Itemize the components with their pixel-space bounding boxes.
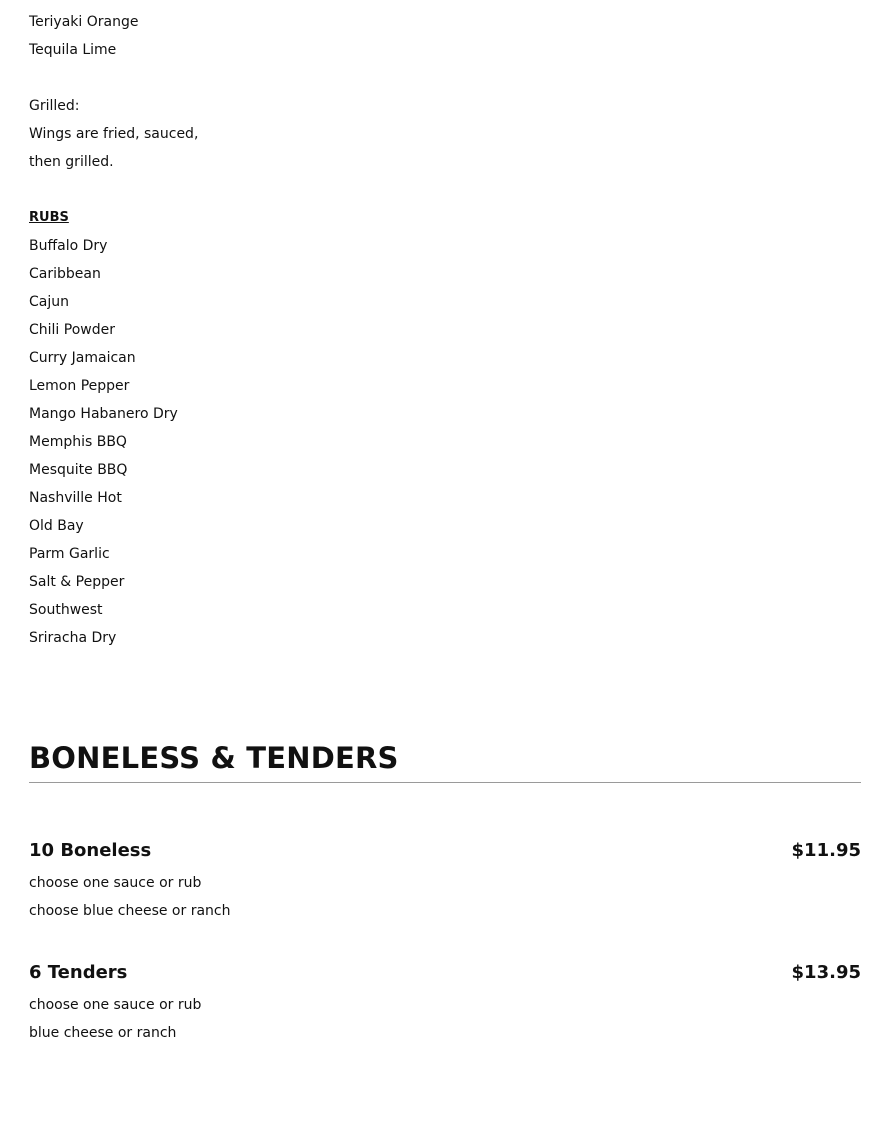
grilled-description: then grilled. <box>29 154 114 170</box>
menu-item-desc-line: choose blue cheese or ranch <box>29 903 231 919</box>
menu-item-name: 10 Boneless <box>29 840 152 861</box>
rub-item: Caribbean <box>29 266 101 282</box>
menu-item-desc-line: blue cheese or ranch <box>29 1025 177 1041</box>
menu-item-10-boneless <box>29 837 861 925</box>
sauce-item: Tequila Lime <box>29 42 117 58</box>
rub-item: Nashville Hot <box>29 490 122 506</box>
rub-item: Buffalo Dry <box>29 238 108 254</box>
menu-item-description <box>29 991 861 1047</box>
rub-item: Old Bay <box>29 518 84 534</box>
menu-item-description <box>29 869 861 925</box>
sauce-item: Teriyaki Orange <box>29 14 139 30</box>
rub-item: Southwest <box>29 602 103 618</box>
menu-item-header <box>29 959 861 987</box>
menu-item-6-tenders <box>29 959 861 1047</box>
spacer <box>29 176 198 204</box>
rubs-heading: RUBS <box>29 210 69 225</box>
rub-item: Mango Habanero Dry <box>29 406 178 422</box>
sauce-list-continued <box>29 8 198 652</box>
rub-item: Parm Garlic <box>29 546 110 562</box>
rub-item: Sriracha Dry <box>29 630 117 646</box>
menu-item-desc-line: choose one sauce or rub <box>29 875 202 891</box>
menu-item-header <box>29 837 861 865</box>
rub-item: Cajun <box>29 294 69 310</box>
grilled-description: Wings are fried, sauced, <box>29 126 199 142</box>
rub-item: Mesquite BBQ <box>29 462 128 478</box>
menu-item-price: $13.95 <box>791 962 861 983</box>
rub-item: Curry Jamaican <box>29 350 136 366</box>
rub-item: Salt & Pepper <box>29 574 125 590</box>
rub-item: Chili Powder <box>29 322 115 338</box>
menu-item-name: 6 Tenders <box>29 962 128 983</box>
section-title-boneless-tenders: BONELESS & TENDERS <box>29 738 861 783</box>
grilled-label: Grilled: <box>29 98 80 114</box>
spacer <box>29 64 198 92</box>
rub-item: Memphis BBQ <box>29 434 127 450</box>
menu-item-desc-line: choose one sauce or rub <box>29 997 202 1013</box>
rub-item: Lemon Pepper <box>29 378 130 394</box>
menu-item-price: $11.95 <box>791 840 861 861</box>
